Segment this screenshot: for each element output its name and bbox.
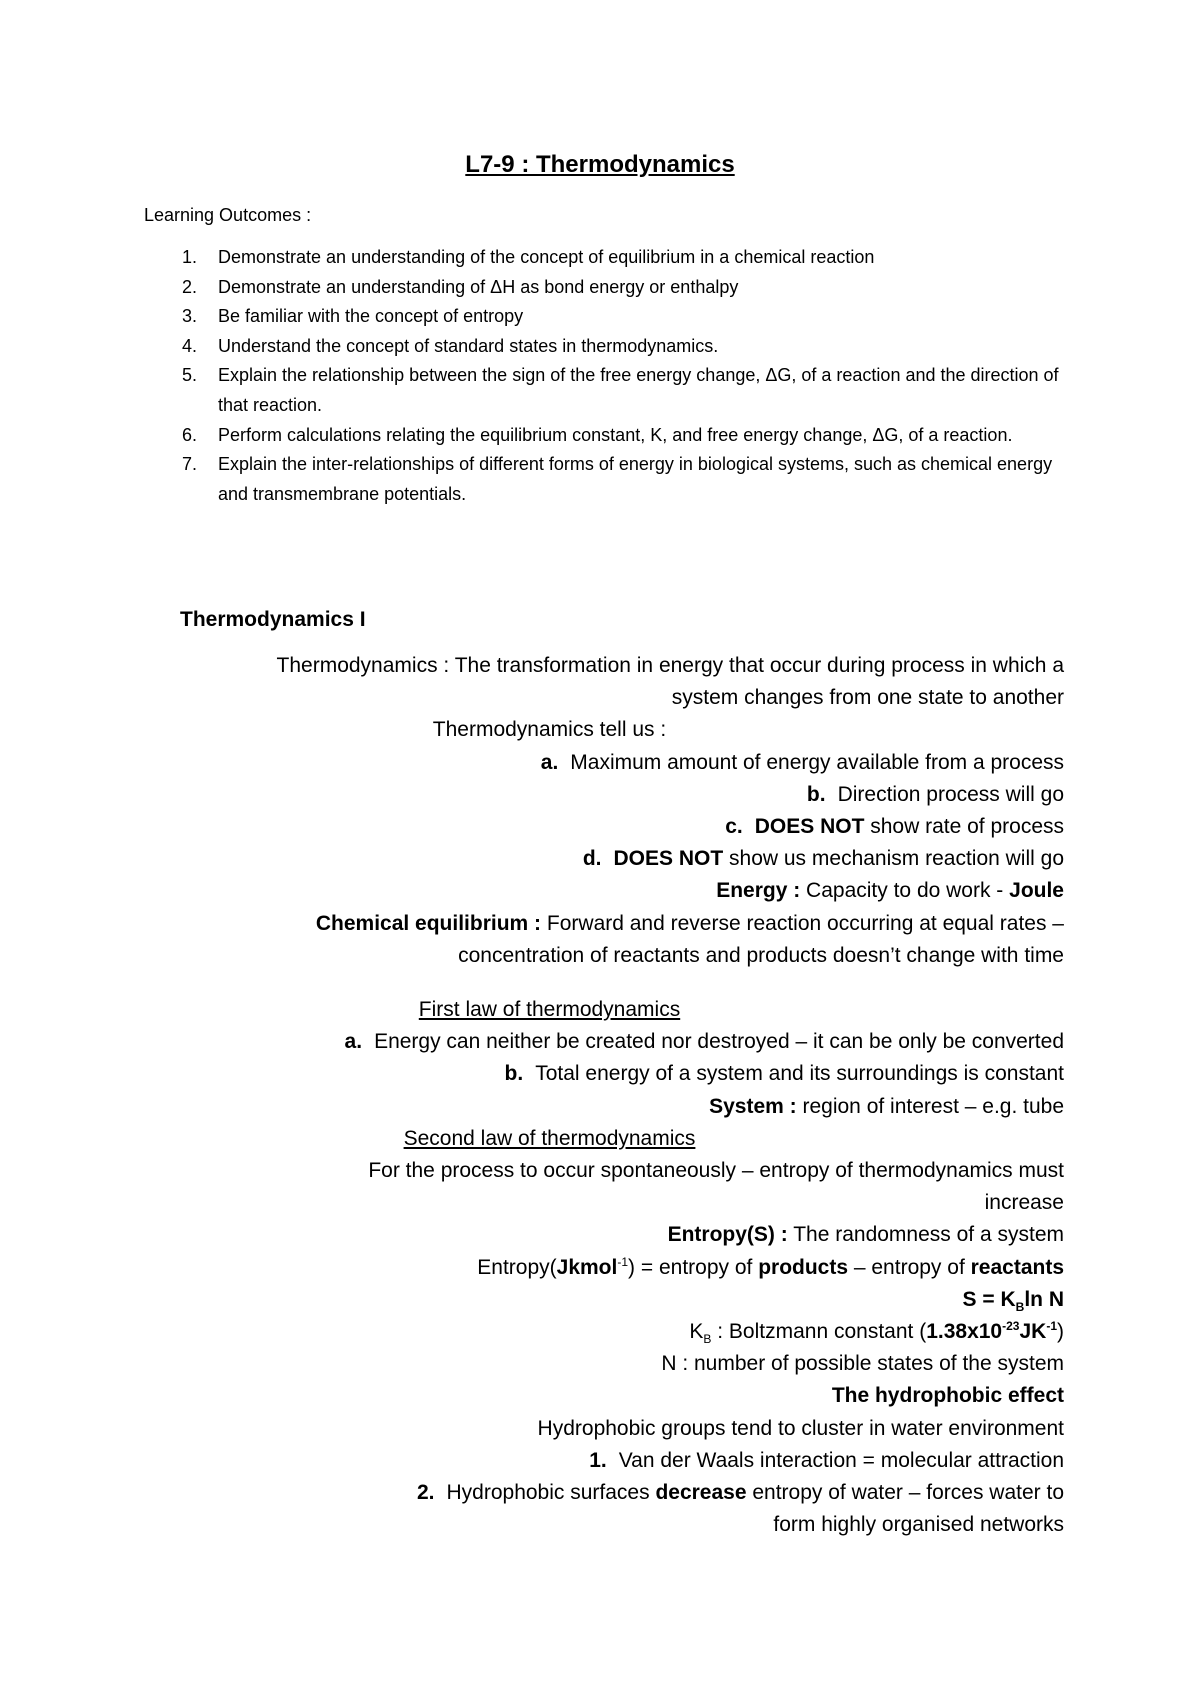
entropy-equation — [150, 1252, 1064, 1284]
list-number: 3. — [182, 306, 198, 327]
item-label: d. — [582, 847, 602, 871]
item-text: show rate of process — [864, 815, 1064, 839]
heading-text: Second law of thermodynamics — [403, 1126, 696, 1150]
boltzmann-constant — [150, 1316, 1064, 1348]
list-number: 6. — [182, 424, 198, 445]
item-text: Direction process will go — [837, 782, 1064, 806]
list-item — [144, 302, 1074, 332]
spacer — [150, 972, 1064, 994]
first-law-item-b — [150, 1058, 1064, 1090]
term-bold: Energy : — [716, 879, 801, 903]
list-item — [144, 332, 1074, 362]
thermo-def-line-2: system changes from one state to another — [671, 686, 1064, 710]
title-text: L7-9 : Thermodynamics — [465, 151, 735, 178]
term-bold: Entropy(S) : — [667, 1223, 788, 1247]
item-text: Energy can neither be created nor destroyed – it can be only be converted — [374, 1030, 1064, 1054]
kb-exponent: -23 — [1002, 1319, 1020, 1334]
item-text: Van der Waals interaction = molecular attraction — [618, 1448, 1064, 1472]
hydrophobic-item-1 — [150, 1445, 1064, 1477]
term-bold: Chemical equilibrium : — [315, 911, 542, 935]
n-def: N : number of possible states of the system — [661, 1352, 1064, 1376]
eq-unit: Jkmol — [556, 1255, 618, 1279]
kb-symbol: K — [689, 1320, 704, 1344]
eq-part: ) = entropy of — [628, 1255, 759, 1279]
item-text: show us mechanism reaction will go — [723, 847, 1064, 871]
notes-body — [150, 650, 1064, 1541]
item-bold: decrease — [655, 1481, 747, 1505]
learning-outcomes-heading: Learning Outcomes : — [144, 205, 312, 225]
item-label: a. — [540, 750, 559, 774]
tell-us-item-d — [150, 843, 1064, 875]
list-text: Understand the concept of standard states in thermodynamics. — [218, 335, 719, 356]
kb-close: ) — [1057, 1320, 1064, 1344]
entropy-def — [150, 1219, 1064, 1251]
heading-text: The hydrophobic effect — [831, 1384, 1064, 1408]
kb-subscript: B — [703, 1332, 712, 1347]
boltzmann-formula — [150, 1284, 1064, 1316]
item-label: b. — [504, 1062, 524, 1086]
list-number: 5. — [182, 365, 198, 386]
chem-eq-def-line-2: concentration of reactants and products doesn’t change with time — [458, 943, 1064, 967]
formula-part: ln N — [1024, 1287, 1064, 1311]
list-text: Be familiar with the concept of entropy — [218, 306, 524, 327]
item-label: c. — [725, 815, 743, 839]
item-label: 2. — [416, 1481, 435, 1505]
term-text: The randomness of a system — [787, 1223, 1064, 1247]
term-text: region of interest – e.g. tube — [796, 1094, 1064, 1118]
list-number: 2. — [182, 276, 198, 297]
list-item — [144, 421, 1074, 451]
term-bold: System : — [709, 1094, 797, 1118]
tell-us-item-a — [150, 747, 1064, 779]
document-title — [0, 150, 1200, 180]
kb-unit: JK — [1019, 1320, 1047, 1344]
list-text: Perform calculations relating the equilibrium constant, K, and free energy change, ΔG, of a reaction. — [218, 424, 1013, 445]
term-text: Capacity to do work - — [800, 879, 1010, 903]
kb-unit-exponent: -1 — [1046, 1319, 1057, 1334]
list-item — [144, 243, 1074, 273]
item-text: Maximum amount of energy available from a process — [570, 750, 1064, 774]
list-text: Explain the relationship between the sign of the free energy change, ΔG, of a reaction and the direction of that reaction. — [218, 365, 1059, 415]
term-text: Forward and reverse reaction occurring at equal rates – — [541, 911, 1064, 935]
formula-part: S = K — [962, 1287, 1016, 1311]
item-label: 1. — [589, 1448, 607, 1472]
chem-eq-def-line-1 — [150, 908, 1064, 940]
item-text: Total energy of a system and its surroundings is constant — [535, 1062, 1064, 1086]
list-item — [144, 273, 1074, 303]
energy-def — [150, 875, 1064, 907]
kb-value: 1.38x10 — [926, 1320, 1003, 1344]
section-heading: Thermodynamics I — [180, 608, 366, 631]
second-law-line-1: For the process to occur spontaneously – entropy of thermodynamics must — [368, 1159, 1064, 1183]
tell-us-item-c — [150, 811, 1064, 843]
formula-subscript: B — [1015, 1300, 1025, 1315]
list-text: Explain the inter-relationships of different forms of energy in biological systems, such as chemical energy and transmembrane potentials. — [218, 454, 1053, 504]
item-bold: DOES NOT — [613, 847, 724, 871]
eq-products: products — [758, 1255, 849, 1279]
first-law-heading — [150, 994, 1064, 1026]
kb-text: : Boltzmann constant ( — [711, 1320, 927, 1344]
list-number: 1. — [182, 247, 198, 267]
item-text: Hydrophobic surfaces — [446, 1481, 656, 1505]
item-label: b. — [806, 782, 826, 806]
list-text: Demonstrate an understanding of ΔH as bond energy or enthalpy — [218, 276, 739, 297]
list-item — [144, 361, 1074, 420]
list-number: 4. — [182, 335, 198, 356]
eq-superscript: -1 — [617, 1254, 629, 1269]
list-number: 7. — [182, 454, 198, 475]
hydrophobic-text: Hydrophobic groups tend to cluster in water environment — [537, 1416, 1064, 1440]
eq-part: Entropy( — [477, 1255, 557, 1279]
eq-part: – entropy of — [848, 1255, 971, 1279]
heading-text: First law of thermodynamics — [418, 998, 681, 1022]
list-text: Demonstrate an understanding of the concept of equilibrium in a chemical reaction — [218, 247, 875, 267]
item-text: entropy of water – forces water to — [746, 1481, 1064, 1505]
thermo-def-line-1: Thermodynamics : The transformation in energy that occur during process in which a — [276, 654, 1064, 677]
second-law-heading — [150, 1123, 1064, 1155]
system-def — [150, 1091, 1064, 1123]
thermo-tell-us: Thermodynamics tell us : — [432, 718, 667, 742]
term-unit: Joule — [1009, 879, 1064, 903]
item-bold: DOES NOT — [754, 815, 865, 839]
tell-us-item-b — [150, 779, 1064, 811]
hydrophobic-item-2-cont: form highly organised networks — [773, 1513, 1064, 1537]
hydrophobic-heading — [150, 1380, 1064, 1412]
eq-reactants: reactants — [970, 1255, 1064, 1279]
learning-outcomes-list — [144, 243, 1074, 509]
item-label: a. — [344, 1030, 363, 1054]
list-item — [144, 450, 1074, 509]
second-law-line-2: increase — [984, 1191, 1064, 1215]
first-law-item-a — [150, 1026, 1064, 1058]
hydrophobic-item-2 — [150, 1477, 1064, 1509]
